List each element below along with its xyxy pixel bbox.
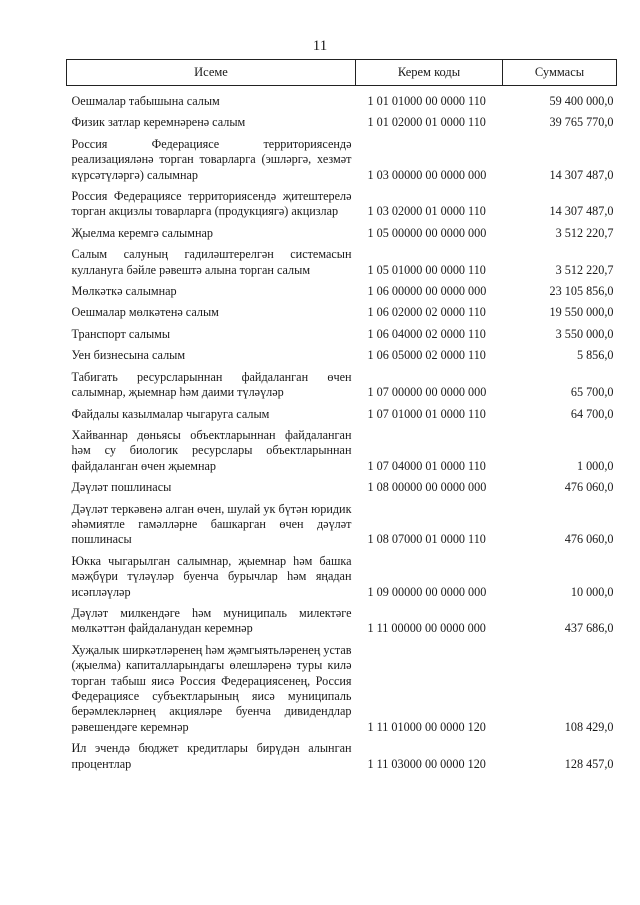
- row-code: 1 06 05000 02 0000 110: [367, 348, 486, 363]
- row-code: 1 07 01000 01 0000 110: [367, 406, 486, 421]
- row-sum: 39 765 770,0: [549, 115, 614, 130]
- row-name: Хайваннар дөньясы объектларыннан файдаланган һәм су биологик ресурслары объектларыннан файдаланган өчен җыемнар: [71, 427, 352, 473]
- table-row: [67, 109, 617, 130]
- row-sum: 108 429,0: [564, 719, 614, 734]
- page-number: 11: [312, 38, 328, 54]
- row-name: Россия Федерациясе территориясендә җитештерелә торган акцизлы товарларга (продукциягә) акцизлар: [71, 189, 352, 219]
- row-name: Дәүләт пошлинасы: [71, 480, 172, 495]
- row-sum: 19 550 000,0: [549, 305, 614, 320]
- row-sum: 64 700,0: [570, 406, 614, 421]
- row-name: Мөлкәткә салымнар: [71, 284, 177, 299]
- table-row: [67, 600, 617, 637]
- row-name: Россия Федерациясе территориясендә реализацияләнә торган товарларга (эшләргә, хезмәт күрсәтүләргә) салымнар: [71, 136, 352, 182]
- row-sum: 476 060,0: [564, 532, 614, 547]
- revenue-table: [66, 59, 617, 772]
- row-name: Хуҗалык ширкәтләренең һәм җәмгыятьләренең устав (җыелма) капиталларындагы өлешләренә туры килә торган табыш яисә Россия Федерациясенең, Россия Федерациясе субъектларының яисә муниципаль берәмлекләрнең акцияләре буенча дивидендлар рәвешендәге керемнәр: [71, 642, 352, 734]
- row-code: 1 06 04000 02 0000 110: [367, 326, 486, 341]
- row-name: Дәүләт теркәвенә алган өчен, шулай ук бүтән юридик әһәмиятле гамәлләрне башкарган өчен дәүләт пошлинасы: [71, 501, 352, 547]
- row-code: 1 11 01000 00 0000 120: [367, 719, 486, 734]
- table-row: [67, 131, 617, 183]
- table-row: [67, 342, 617, 363]
- row-name: Транспорт салымы: [71, 326, 171, 341]
- row-code: 1 09 00000 00 0000 000: [367, 584, 487, 599]
- row-name: Җыелма керемгә салымнар: [71, 225, 213, 240]
- row-sum: 3 512 220,7: [555, 225, 614, 240]
- table-row: [67, 86, 617, 110]
- row-sum: 59 400 000,0: [549, 94, 614, 108]
- row-name: Табигать ресурсларыннан файдаланган өчен салымнар, җыемнар һәм даими түләүләр: [71, 369, 352, 400]
- row-code: 1 08 00000 00 0000 000: [367, 480, 487, 495]
- row-code: 1 05 00000 00 0000 000: [367, 225, 487, 240]
- row-sum: 14 307 487,0: [549, 167, 614, 182]
- table-row: [67, 548, 617, 600]
- table-row: [67, 299, 617, 320]
- table-row: [67, 422, 617, 474]
- row-sum: 14 307 487,0: [549, 204, 614, 219]
- row-name: Юкка чыгарылган салымнар, җыемнар һәм башка мәҗбүри түләүләр буенча бурычлар һәм яңадан исәпләүләр: [71, 553, 352, 599]
- row-name: Ил эчендә бюджет кредитлары бирүдән алынган процентлар: [71, 741, 352, 771]
- row-sum: 23 105 856,0: [549, 284, 614, 299]
- table-row: [67, 220, 617, 241]
- row-sum: 10 000,0: [570, 584, 614, 599]
- table-row: [67, 637, 617, 735]
- table-row: [67, 278, 617, 299]
- row-code: 1 01 02000 01 0000 110: [367, 115, 486, 130]
- header-sum: Суммасы: [503, 60, 617, 86]
- header-name: Исеме: [67, 60, 356, 86]
- row-sum: 65 700,0: [570, 385, 614, 400]
- table-row: [67, 496, 617, 548]
- table-row: [67, 474, 617, 495]
- row-code: 1 03 00000 00 0000 000: [367, 167, 487, 182]
- row-name: Физик затлар керемнәренә салым: [71, 115, 246, 130]
- table-row: [67, 321, 617, 342]
- row-sum: 3 550 000,0: [555, 326, 614, 341]
- row-code: 1 08 07000 01 0000 110: [367, 532, 486, 547]
- table-body: [67, 86, 617, 773]
- row-name: Дәүләт милкендәге һәм муниципаль милектәге мөлкәттән файдаланудан керемнәр: [71, 605, 352, 636]
- row-code: 1 05 01000 00 0000 110: [367, 262, 486, 277]
- table-row: [67, 241, 617, 278]
- row-sum: 437 686,0: [564, 621, 614, 636]
- row-code: 1 11 03000 00 0000 120: [367, 756, 486, 771]
- row-sum: 476 060,0: [564, 480, 614, 495]
- row-code: 1 06 02000 02 0000 110: [367, 305, 486, 320]
- row-code: 1 03 02000 01 0000 110: [367, 204, 486, 219]
- row-name: Уен бизнесына салым: [71, 348, 186, 363]
- row-sum: 3 512 220,7: [555, 262, 614, 277]
- table-row: [67, 183, 617, 220]
- row-code: 1 06 00000 00 0000 000: [367, 284, 487, 299]
- header-code: Керем коды: [356, 60, 503, 86]
- row-name: Оешмалар табышына салым: [71, 94, 220, 108]
- row-name: Файдалы казылмалар чыгаруга салым: [71, 406, 270, 421]
- row-name: Салым салуның гадиләштерелгән системасын куллануга бәйле рәвештә алына торган салым: [71, 247, 352, 277]
- row-code: 1 07 00000 00 0000 000: [367, 385, 487, 400]
- table-row: [67, 364, 617, 401]
- table-row: [67, 735, 617, 772]
- row-sum: 1 000,0: [576, 458, 614, 473]
- table-row: [67, 401, 617, 422]
- row-sum: 128 457,0: [564, 756, 614, 771]
- row-code: 1 01 01000 00 0000 110: [367, 94, 486, 108]
- row-name: Оешмалар мөлкәтенә салым: [71, 305, 219, 320]
- row-code: 1 11 00000 00 0000 000: [367, 621, 486, 636]
- row-code: 1 07 04000 01 0000 110: [367, 458, 486, 473]
- table-header-row: [67, 60, 617, 86]
- row-sum: 5 856,0: [576, 348, 614, 363]
